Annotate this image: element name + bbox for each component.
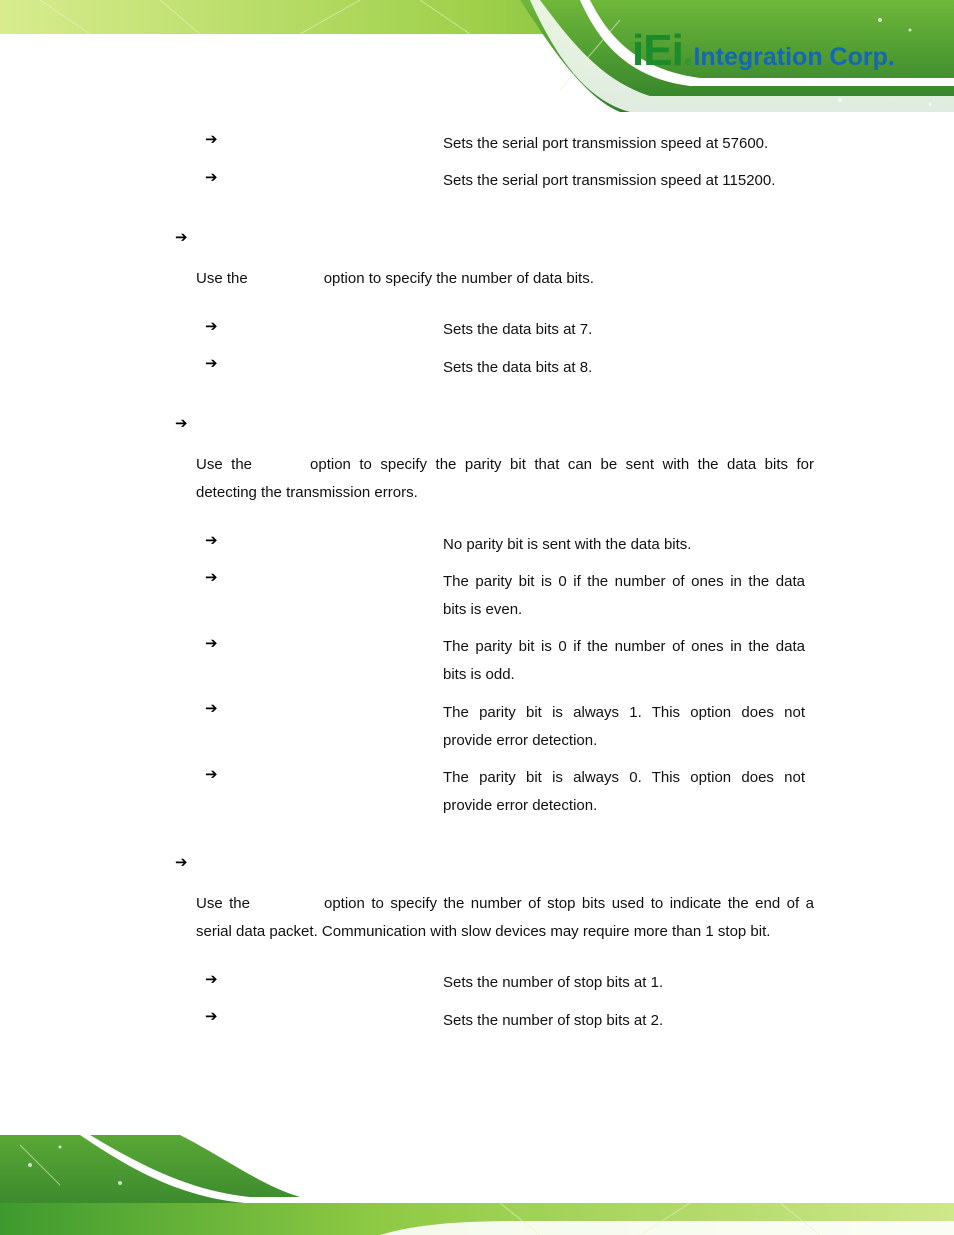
parity-intro: Use the option to specify the parity bit that can be sent with the data bits for detecting the transmission errors. <box>196 456 814 501</box>
option-description: Sets the data bits at 8. <box>443 359 593 376</box>
option-description: The parity bit is always 1. This option does not provide error detection. <box>443 704 805 749</box>
arrow-icon: ➔ <box>205 765 218 783</box>
arrow-icon: ➔ <box>205 634 218 652</box>
logo-mark: iEi <box>632 26 683 75</box>
arrow-icon: ➔ <box>205 531 218 549</box>
data-bits-intro: Use the option to specify the number of data bits. <box>196 270 594 287</box>
option-description: No parity bit is sent with the data bits. <box>443 536 692 553</box>
stop-bits-intro: Use the option to specify the number of stop bits used to indicate the end of a serial data packet. Communication with slow devices may require more than 1 stop bit. <box>196 895 814 940</box>
arrow-icon: ➔ <box>205 317 218 335</box>
company-logo <box>632 26 895 74</box>
footer-circuit-graphic <box>0 1135 954 1235</box>
logo-registered-mark: ® <box>684 57 692 67</box>
arrow-icon: ➔ <box>205 568 218 586</box>
section-arrow-icon: ➔ <box>175 414 188 432</box>
section-arrow-icon: ➔ <box>175 853 188 871</box>
logo-text: Integration Corp. <box>693 43 895 71</box>
page-footer <box>0 1135 954 1235</box>
arrow-icon: ➔ <box>205 354 218 372</box>
option-description: Sets the data bits at 7. <box>443 321 593 338</box>
option-description: Sets the serial port transmission speed at 115200. <box>443 172 776 189</box>
arrow-icon: ➔ <box>205 1007 218 1025</box>
section-arrow-icon: ➔ <box>175 228 188 246</box>
option-description: Sets the serial port transmission speed at 57600. <box>443 135 769 152</box>
option-description: The parity bit is 0 if the number of ones in the data bits is odd. <box>443 638 805 683</box>
page-header <box>0 0 954 112</box>
option-description: Sets the number of stop bits at 2. <box>443 1012 664 1029</box>
arrow-icon: ➔ <box>205 130 218 148</box>
option-description: The parity bit is 0 if the number of ones in the data bits is even. <box>443 573 805 618</box>
option-description: The parity bit is always 0. This option does not provide error detection. <box>443 769 805 814</box>
arrow-icon: ➔ <box>205 699 218 717</box>
arrow-icon: ➔ <box>205 168 218 186</box>
option-description: Sets the number of stop bits at 1. <box>443 974 664 991</box>
arrow-icon: ➔ <box>205 970 218 988</box>
